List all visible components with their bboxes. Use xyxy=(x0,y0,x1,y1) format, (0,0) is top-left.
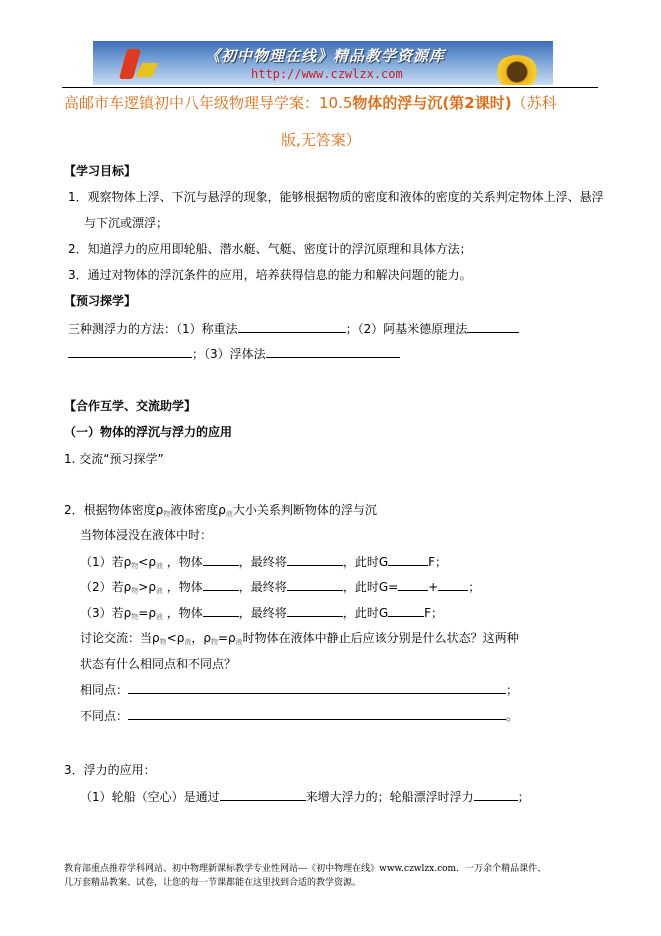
text-segment: > xyxy=(138,580,149,594)
text-segment: 大小关系判断物体的浮与沉 xyxy=(232,503,377,517)
text-segment: F； xyxy=(424,606,444,620)
blank[interactable] xyxy=(388,604,424,617)
text-segment: ；（3）浮体法 xyxy=(192,347,266,361)
blank[interactable] xyxy=(287,604,343,617)
text-segment: 时物体在液体中静止后应该分别是什么状态？这两种 xyxy=(242,631,519,645)
blank[interactable] xyxy=(438,578,468,591)
question-1: 1. 交流“预习探学” xyxy=(64,452,164,466)
discussion xyxy=(80,630,519,650)
blank[interactable] xyxy=(474,788,518,801)
goal-3: 3．通过对物体的浮沉条件的应用，培养获得信息的能力和解决问题的能力。 xyxy=(68,268,472,282)
text-segment: ρ xyxy=(228,631,236,645)
diff-points xyxy=(80,707,518,724)
goal-2: 2．知道浮力的应用即轮船、潜水艇、气艇、密度计的浮沉原理和具体方法； xyxy=(68,242,472,256)
header-divider xyxy=(62,87,598,88)
text-segment: 物体的浮与沉(第2课时) xyxy=(352,94,512,112)
question-2 xyxy=(64,502,377,522)
blank[interactable] xyxy=(388,553,428,566)
text-segment: ，物体 xyxy=(166,555,203,569)
preview-line-1 xyxy=(68,320,519,337)
text-segment: ，物体 xyxy=(166,580,203,594)
text-segment: 不同点： xyxy=(80,709,129,723)
text-segment: （1）轮船（空心）是通过 xyxy=(80,790,220,804)
text-segment: ，最终将 xyxy=(238,580,287,594)
text-segment: ；（2）阿基米德原理法 xyxy=(345,322,468,336)
text-segment: （3）若ρ xyxy=(80,606,132,620)
subscript-text: 液 xyxy=(225,510,233,518)
blank[interactable] xyxy=(266,345,400,358)
case-2 xyxy=(80,578,480,599)
text-segment: 来增大浮力的；轮船漂浮时浮力 xyxy=(305,790,474,804)
text-segment: （苏科 xyxy=(511,94,557,112)
text-segment: < xyxy=(166,631,177,645)
text-segment: ； xyxy=(468,580,481,594)
case-3 xyxy=(80,604,443,625)
blank[interactable] xyxy=(398,578,428,591)
subscript-text: 液 xyxy=(155,562,163,570)
text-segment: （2）若ρ xyxy=(80,580,132,594)
section-1-heading: （一）物体的浮沉与浮力的应用 xyxy=(64,425,233,439)
footer-line-1: 教育部重点推荐学科网站、初中物理新课标教学专业性网站---《初中物理在线》www.czwlzx.com．一万余个精品课件、 xyxy=(64,864,547,874)
blank[interactable] xyxy=(467,320,519,333)
text-segment: ，此时G= xyxy=(342,580,399,594)
subscript-text: 液 xyxy=(155,587,163,595)
footer-line-2: 几万套精品教案、试卷，让您的每一节课都能在这里找到合适的教学资源。 xyxy=(64,878,362,888)
blank[interactable] xyxy=(68,345,192,358)
site-banner xyxy=(93,41,553,85)
same-points xyxy=(80,681,518,698)
blank[interactable] xyxy=(203,553,239,566)
subscript-text: 液 xyxy=(235,638,243,646)
text-segment: 相同点： xyxy=(80,683,129,697)
text-segment: 2．根据物体密度ρ xyxy=(64,503,164,517)
text-segment: < xyxy=(138,555,149,569)
text-segment: 。 xyxy=(506,709,519,723)
ship-line xyxy=(80,788,530,805)
goals-heading: 【学习目标】 xyxy=(64,164,137,178)
doc-title xyxy=(64,95,557,111)
banner-title: 《初中物理在线》精品教学资源库 xyxy=(205,47,446,65)
case-1 xyxy=(80,553,447,574)
preview-line-2 xyxy=(68,345,400,362)
subscript-text: 液 xyxy=(155,613,163,621)
text-segment: ρ xyxy=(148,606,156,620)
blank[interactable] xyxy=(203,578,239,591)
text-segment: ρ xyxy=(148,555,156,569)
text-segment: = xyxy=(217,631,228,645)
text-segment: + xyxy=(428,580,439,594)
subscript-text: 物 xyxy=(131,587,139,595)
subscript-text: 物 xyxy=(163,510,171,518)
text-segment: ，最终将 xyxy=(238,606,287,620)
text-segment: （1）若ρ xyxy=(80,555,132,569)
answer-line[interactable] xyxy=(128,681,506,694)
answer-line[interactable] xyxy=(128,707,506,720)
text-segment: ； xyxy=(506,683,519,697)
text-segment: 高邮市车逻镇初中八年级物理导学案：10.5 xyxy=(64,94,353,112)
logo-icon-accent xyxy=(136,63,159,77)
subscript-text: 液 xyxy=(184,638,192,646)
sunflower-image xyxy=(495,55,539,85)
blank[interactable] xyxy=(220,788,306,801)
text-segment: F； xyxy=(428,555,448,569)
subscript-text: 物 xyxy=(131,613,139,621)
text-segment: 讨论交流：当ρ xyxy=(80,631,160,645)
text-segment: ； xyxy=(517,790,530,804)
subscript-text: 物 xyxy=(159,638,167,646)
coop-heading: 【合作互学、交流助学】 xyxy=(64,399,197,413)
subscript-text: 物 xyxy=(131,562,139,570)
text-segment: ，此时G xyxy=(342,555,389,569)
text-segment: 液体密度ρ xyxy=(170,503,226,517)
goal-1: 1．观察物体上浮、下沉与悬浮的现象，能够根据物质的密度和液体的密度的关系判定物体上浮、悬浮 xyxy=(68,190,604,204)
preview-heading: 【预习探学】 xyxy=(64,294,137,308)
text-segment: ，物体 xyxy=(166,606,203,620)
goal-1-cont: 与下沉或漂浮； xyxy=(84,216,169,230)
blank[interactable] xyxy=(203,604,239,617)
text-segment: ，ρ xyxy=(191,631,211,645)
blank[interactable] xyxy=(287,553,343,566)
question-3: 3．浮力的应用： xyxy=(64,763,156,777)
immersed-label: 当物体浸没在液体中时： xyxy=(80,528,213,542)
doc-title-line2: 版,无答案） xyxy=(281,131,361,149)
text-segment: ，此时G xyxy=(342,606,389,620)
subscript-text: 物 xyxy=(210,638,218,646)
text-segment: 三种测浮力的方法：（1）称重法 xyxy=(68,322,238,336)
blank[interactable] xyxy=(287,578,343,591)
text-segment: = xyxy=(138,606,149,620)
banner-url: http://www.czwlzx.com xyxy=(251,67,403,81)
text-segment: ρ xyxy=(148,580,156,594)
text-segment: ，最终将 xyxy=(238,555,287,569)
blank[interactable] xyxy=(238,320,346,333)
discussion-cont: 状态有什么相同点和不同点？ xyxy=(80,657,237,671)
text-segment: ρ xyxy=(176,631,185,645)
